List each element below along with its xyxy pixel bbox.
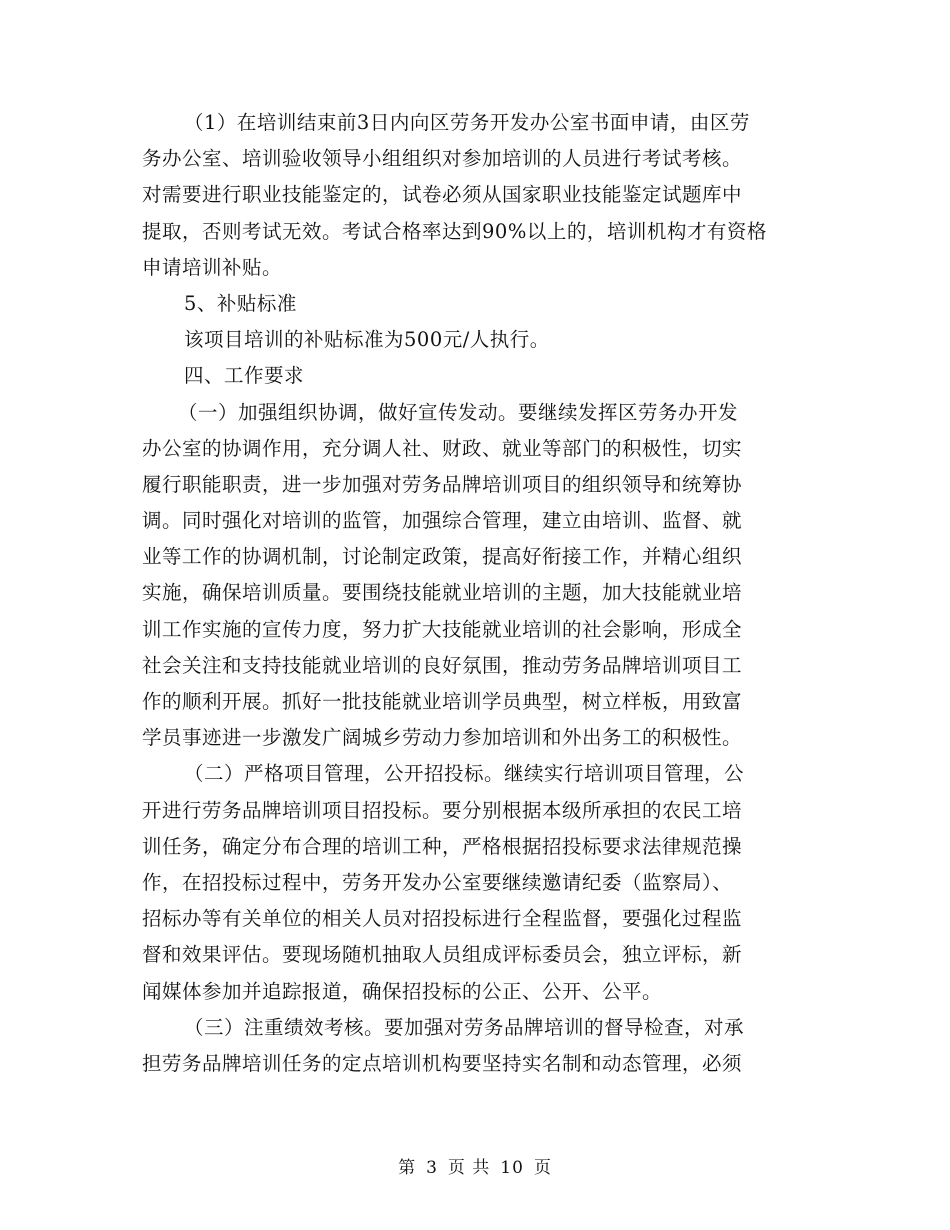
text-line: （三）注重绩效考核。要加强对劳务品牌培训的督导检查，对承	[184, 1015, 745, 1039]
text-line: 招标办等有关单位的相关人员对招投标进行全程监督，要强化过程监	[142, 907, 743, 931]
footer-middle: 页 共	[447, 1158, 491, 1178]
text-line: 社会关注和支持技能就业培训的良好氛围，推动劳务品牌培训项目工	[142, 653, 743, 677]
text-line: （1）在培训结束前3日内向区劳务开发办公室书面申请，由区劳	[184, 111, 750, 134]
text-line: 训任务，确定分布合理的培训工种，严格根据招投标要求法律规范操	[142, 834, 743, 858]
text-line: 督和效果评估。要现场随机抽取人员组成评标委员会，独立评标，新	[142, 943, 743, 967]
document-body	[142, 105, 808, 1082]
section-heading: 四、工作要求	[184, 364, 305, 388]
footer-suffix: 页	[533, 1158, 552, 1178]
text-line: 该项目培训的补贴标准为500元/人执行。	[184, 328, 550, 352]
text-line: 担劳务品牌培训任务的定点培训机构要坚持实名制和动态管理，必须	[142, 1051, 743, 1075]
text-line: 作，在招投标过程中，劳务开发办公室要继续邀请纪委（监察局）、	[142, 870, 733, 894]
text-line: 申请培训补贴。	[142, 255, 283, 279]
text-line: 学员事迹进一步激发广阔城乡劳动力参加培训和外出务工的积极性。	[142, 726, 743, 750]
text-line: （一）加强组织协调，做好宣传发动。要继续发挥区劳务办开发	[178, 400, 739, 424]
footer-total-pages: 10	[500, 1158, 524, 1178]
footer-prefix: 第	[398, 1158, 417, 1178]
text-line: 务办公室、培训验收领导小组组织对参加培训的人员进行考试考核。	[142, 147, 743, 171]
text-line: 训工作实施的宣传力度，努力扩大技能就业培训的社会影响，形成全	[142, 617, 743, 641]
section-heading: 5、补贴标准	[184, 291, 297, 315]
text-line: 实施，确保培训质量。要围绕技能就业培训的主题，加大技能就业培	[142, 581, 743, 605]
text-line: 提取，否则考试无效。考试合格率达到90%以上的，培训机构才有资格	[142, 219, 767, 243]
text-line: 对需要进行职业技能鉴定的，试卷必须从国家职业技能鉴定试题库中	[142, 183, 743, 207]
page-footer	[0, 1153, 950, 1178]
text-line: 闻媒体参加并追踪报道，确保招投标的公正、公开、公平。	[142, 979, 663, 1003]
footer-page-number: 3	[426, 1158, 438, 1178]
text-line: 履行职能职责，进一步加强对劳务品牌培训项目的组织领导和统筹协	[142, 472, 743, 496]
text-line: 调。同时强化对培训的监管，加强综合管理，建立由培训、监督、就	[142, 509, 743, 533]
text-line: 作的顺利开展。抓好一批技能就业培训学员典型，树立样板，用致富	[142, 690, 743, 713]
text-line: （二）严格项目管理，公开招投标。继续实行培训项目管理，公	[184, 762, 745, 786]
text-line: 办公室的协调作用，充分调人社、财政、就业等部门的积极性，切实	[142, 436, 743, 460]
text-line: 业等工作的协调机制，讨论制定政策，提高好衔接工作，并精心组织	[142, 545, 743, 569]
text-line: 开进行劳务品牌培训项目招投标。要分别根据本级所承担的农民工培	[142, 798, 743, 822]
